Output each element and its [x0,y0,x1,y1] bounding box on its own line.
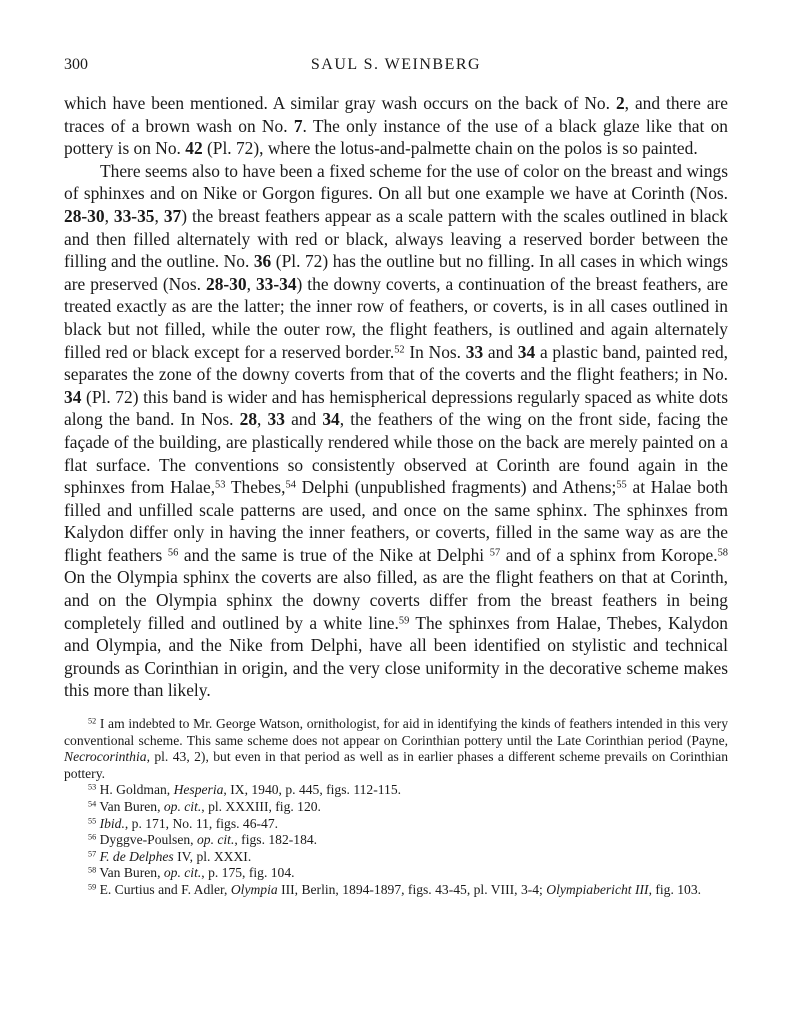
footnote-number: 55 [88,816,97,826]
catalogue-number: 33 [465,341,484,362]
text-run: Van Buren, [99,799,164,814]
text-run: I am indebted to Mr. George Watson, ornithologist, for aid in identifying the kinds of feathers intended in this very conventional scheme. This same scheme does not appear on Corinthian pottery until the Late Corinthian period (Payne, [64,716,729,748]
footnote-57 [64,849,728,866]
italic-title: op. cit. [163,799,202,814]
text-run: , p. 171, No. 11, figs. 46-47. [124,815,279,831]
running-title: SAUL S. WEINBERG [310,56,482,73]
footnote-number: 57 [88,849,97,859]
catalogue-number: 37 [163,205,182,226]
italic-title: F. de Delphes [99,848,174,864]
footnote-55 [64,816,728,833]
italic-title: Olympiabericht III [546,881,649,897]
italic-title: Hesperia [173,782,224,798]
italic-title: op. cit. [196,832,235,848]
text-run: , [257,409,268,430]
text-run: and [284,409,323,430]
footnote-ref: 55 [616,479,627,491]
footnote-ref: 52 [394,343,405,355]
italic-title: Olympia [230,881,278,897]
text-run: ) the downy coverts, a continuation of the breast feathers, are treated exactly as are the latter; the inner row of feathers, or coverts, is in all cases outlined in black but not filled, while the outer row, the flight feathers, is outlined and again alternately filled red or black except for a reserved border. [64,273,728,362]
text-run: and of a sphinx from Korope. [500,544,718,565]
catalogue-number: 7 [293,115,303,136]
text-run: (Pl. 72) has the outline but no filling. In all cases in which wings are preserved (Nos. [64,251,728,294]
text-run: (Pl. 72), where the lotus-and-palmette chain on the polos is so painted. [202,138,698,159]
italic-title: Ibid. [99,815,125,831]
text-run: , [154,205,164,226]
footnote-ref: 53 [215,479,226,491]
text-run: III, Berlin, 1894-1897, figs. 43-45, pl. VIII, 3-4; [277,881,547,897]
footnote-number: 53 [88,782,97,792]
body-text [64,92,728,702]
footnote-52 [64,716,728,782]
footnote-number: 58 [88,865,97,875]
text-run: which have been mentioned. A similar gray wash occurs on the back of No. [64,93,616,113]
catalogue-number: 33-35 [113,205,155,226]
page-number: 300 [64,56,88,73]
paragraph-2 [64,160,728,702]
footnote-53 [64,782,728,799]
catalogue-number: 28-30 [64,205,105,226]
footnote-ref: 57 [489,547,501,559]
paragraph-1 [64,92,728,160]
footnote-58 [64,865,728,882]
text-run: a plastic band, painted red, separates the zone of the downy coverts from that of the coverts and the flight feathers; in No. [64,341,728,385]
footnote-number: 59 [88,882,97,892]
catalogue-number: 34 [64,386,82,407]
text-run: . The only instance of the use of a black glaze like that on pottery is on No. [64,115,728,159]
text-run: , [246,273,256,294]
text-run: , figs. 182-184. [234,832,318,848]
text-run: , IX, 1940, p. 445, figs. 112-115. [223,782,402,798]
text-run: In Nos. [404,341,466,362]
text-run: Thebes, [225,477,286,498]
footnotes [64,716,728,899]
catalogue-number: 34 [322,409,340,430]
footnote-number: 52 [88,716,97,726]
text-run: Van Buren, [99,865,164,881]
text-run: , the feathers of the wing on the front side, facing the façade of the building, are plastically rendered while those on the back are merely painted on a flat surface. The conventions so consistently observed at Corinth are found again in the sphinxes from Halae, [64,409,728,498]
text-run: , pl. 43, 2), but even in that period as well as in earlier phases a different scheme prevails on Corinthian pottery. [64,749,728,781]
text-run: Dyggve-Poulsen, [99,832,197,848]
footnote-ref: 56 [167,547,179,559]
text-run: There seems also to have been a fixed scheme for the use of color on the breast and wings of sphinxes and on Nike or Gorgon figures. On all but one example we have at Corinth (Nos. [64,160,728,204]
footnote-54 [64,799,728,816]
text-run: H. Goldman, [99,782,174,798]
catalogue-number: 34 [517,341,536,362]
footnote-ref: 58 [717,547,729,559]
catalogue-number: 28-30 [206,273,247,294]
text-run: ) the breast feathers appear as a scale pattern with the scales outlined in black and then filled alternately with red or black, always leaving a reserved border between the filling and the outline. No. [64,205,728,272]
footnote-number: 54 [88,799,97,809]
footnote-ref: 59 [398,614,410,626]
catalogue-number: 28 [239,409,258,430]
text-run: at Halae both filled and unfilled scale patterns are used, and once on the same sphinx. The sphinxes from Kalydon differ only in having the inner feathers, or coverts, filled in the same way as are the flight feathers [64,477,728,565]
catalogue-number: 36 [253,251,272,272]
text-run: , p. 175, fig. 104. [201,865,295,881]
footnote-56 [64,832,728,849]
text-run: E. Curtius and F. Adler, [99,881,231,897]
text-run: , and there are traces of a brown wash on No. [64,93,728,136]
page [64,56,728,899]
text-run: (Pl. 72) this band is wider and has hemispherical depressions regularly spaced as white dots along the band. In Nos. [64,386,728,430]
text-run: and [483,341,518,362]
catalogue-number: 2 [615,93,625,113]
text-run: , [104,205,114,226]
text-run: On the Olympia sphinx the coverts are also filled, as are the flight feathers on that at Corinth, and on the Olympia sphinx the downy coverts differ from the breast feathers in being completely filled and outlined by a white line. [64,567,728,633]
text-run: IV, pl. XXXI. [173,848,252,864]
text-run: and the same is true of the Nike at Delphi [178,544,490,565]
text-run: , pl. XXXIII, fig. 120. [201,799,321,814]
footnote-number: 56 [88,832,97,842]
footnote-59 [64,882,728,899]
catalogue-number: 42 [185,138,203,159]
text-run: Delphi (unpublished fragments) and Athens; [295,477,617,498]
text-run: , fig. 103. [648,881,702,897]
footnote-ref: 54 [285,479,296,491]
text-run: The sphinxes from Halae, Thebes, Kalydon and Olympia, and the Nike from Delphi, have all been identified on stylistic and technical grounds as Corinthian in origin, and the very close uniformity in the decorative scheme makes this more than likely. [64,612,728,701]
italic-title: op. cit. [163,865,202,881]
italic-title: Necrocorinthia [64,749,147,765]
catalogue-number: 33-34 [255,273,297,294]
running-head [64,56,728,82]
catalogue-number: 33 [267,409,285,430]
